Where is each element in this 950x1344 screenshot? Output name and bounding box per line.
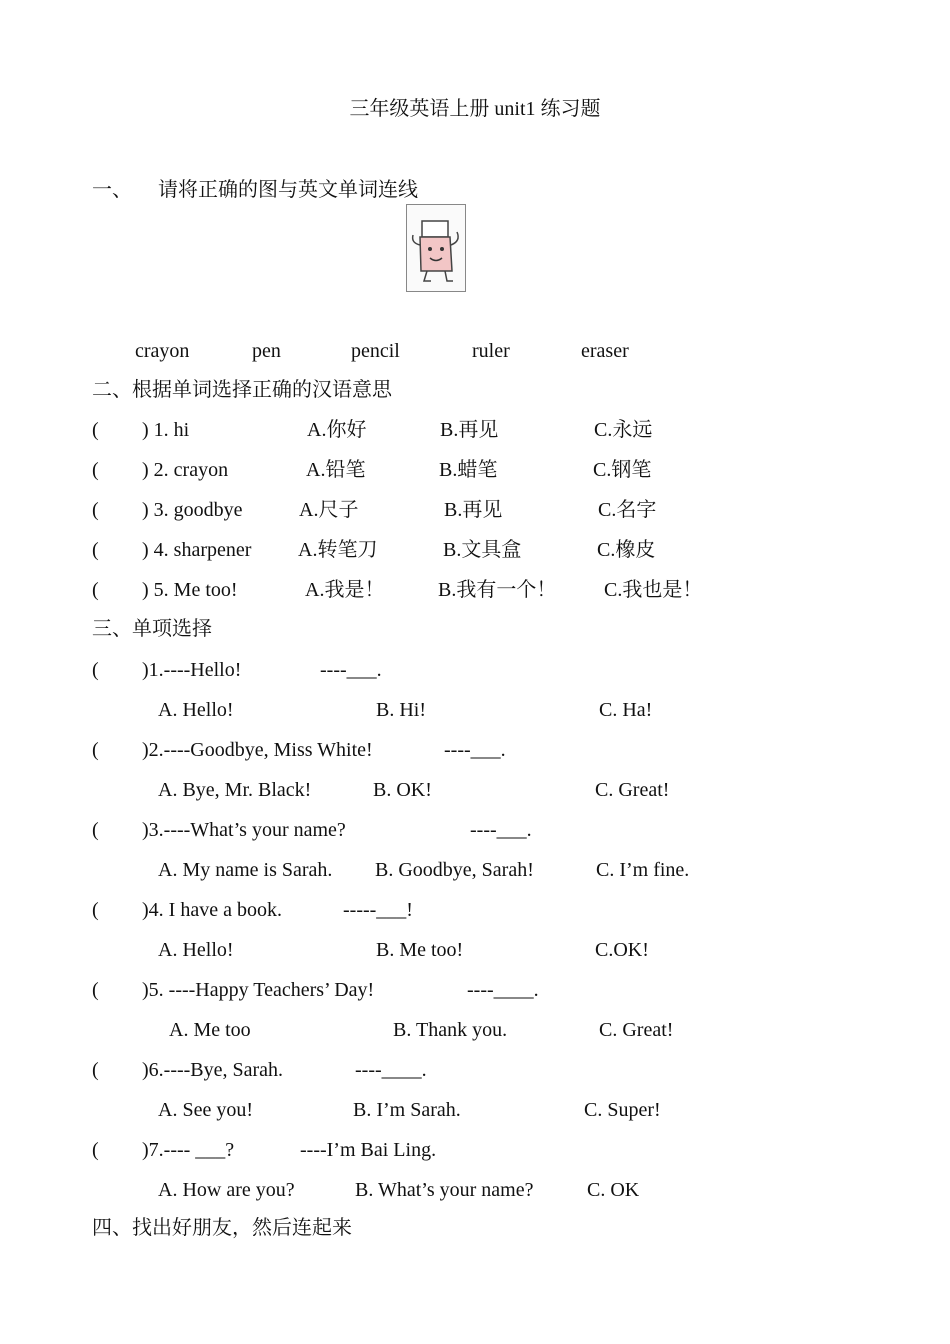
answer-paren: ( <box>92 899 99 921</box>
option-b: B. OK! <box>373 779 432 801</box>
option-a: A. My name is Sarah. <box>158 859 333 881</box>
option-c: C. OK <box>587 1179 640 1201</box>
question-text: ) 5. Me too! <box>142 579 238 601</box>
option-b: B.再见 <box>440 419 499 441</box>
option-a: A. Hello! <box>158 939 234 961</box>
option-b: B.我有一个！ <box>438 579 557 601</box>
option-a: A. See you! <box>158 1099 253 1121</box>
section2-heading: 二、根据单词选择正确的汉语意思 <box>92 379 392 401</box>
option-c: C. Ha! <box>599 699 653 721</box>
answer-paren: ( <box>92 419 99 441</box>
response-blank: -----___! <box>343 899 413 921</box>
option-c: C.名字 <box>598 499 657 521</box>
option-a: A. Bye, Mr. Black! <box>158 779 312 801</box>
option-a: A.我是！ <box>305 579 385 601</box>
option-c: C.我也是！ <box>604 579 703 601</box>
question-text: )2.----Goodbye, Miss White! <box>142 739 373 761</box>
answer-paren: ( <box>92 979 99 1001</box>
question-text: )3.----What’s your name? <box>142 819 346 841</box>
answer-paren: ( <box>92 1139 99 1161</box>
word-pencil: pencil <box>351 340 400 362</box>
answer-paren: ( <box>92 539 99 561</box>
question-text: ) 4. sharpener <box>142 539 252 561</box>
answer-paren: ( <box>92 819 99 841</box>
section4-heading: 四、找出好朋友，然后连起来 <box>92 1217 352 1239</box>
word-ruler: ruler <box>472 340 510 362</box>
option-b: B.文具盒 <box>443 539 522 561</box>
question-text: )1.----Hello! <box>142 659 242 681</box>
answer-paren: ( <box>92 739 99 761</box>
option-a: A.尺子 <box>299 499 359 521</box>
answer-paren: ( <box>92 579 99 601</box>
question-text: ) 2. crayon <box>142 459 229 481</box>
response-blank: ----___. <box>470 819 532 841</box>
option-c: C.永远 <box>594 419 653 441</box>
section3-heading: 三、单项选择 <box>92 618 212 640</box>
option-c: C. Great! <box>599 1019 674 1041</box>
response-blank: ----I’m Bai Ling. <box>300 1139 437 1161</box>
section1-heading: 请将正确的图与英文单词连线 <box>158 179 418 201</box>
option-b: B. What’s your name? <box>355 1179 534 1201</box>
question-text: )4. I have a book. <box>142 899 282 921</box>
response-blank: ----___. <box>444 739 506 761</box>
option-c: C.OK! <box>595 939 649 961</box>
question-text: ) 3. goodbye <box>142 499 243 521</box>
option-a: A.转笔刀 <box>298 539 378 561</box>
option-b: B.再见 <box>444 499 503 521</box>
word-pen: pen <box>252 340 281 362</box>
option-c: C.钢笔 <box>593 459 652 481</box>
answer-paren: ( <box>92 1059 99 1081</box>
answer-paren: ( <box>92 459 99 481</box>
eraser-character-icon <box>407 205 465 291</box>
option-b: B. Thank you. <box>393 1019 508 1041</box>
option-a: A. Hello! <box>158 699 234 721</box>
option-c: C. I’m fine. <box>596 859 690 881</box>
option-b: B. Hi! <box>376 699 426 721</box>
question-text: )6.----Bye, Sarah. <box>142 1059 284 1081</box>
response-blank: ----____. <box>467 979 539 1001</box>
section1-number: 一、 <box>92 179 132 201</box>
eraser-cartoon-image <box>406 204 466 292</box>
question-text: ) 1. hi <box>142 419 190 441</box>
option-c: C. Great! <box>595 779 670 801</box>
question-text: )5. ----Happy Teachers’ Day! <box>142 979 375 1001</box>
word-crayon: crayon <box>135 340 190 362</box>
option-b: B.蜡笔 <box>439 459 498 481</box>
option-b: B. Goodbye, Sarah! <box>375 859 534 881</box>
word-eraser: eraser <box>581 340 629 362</box>
option-c: C. Super! <box>584 1099 661 1121</box>
page-title: 三年级英语上册 unit1 练习题 <box>349 98 601 120</box>
option-b: B. I’m Sarah. <box>353 1099 461 1121</box>
option-a: A. Me too <box>169 1019 251 1041</box>
option-a: A.铅笔 <box>306 459 366 481</box>
question-text: )7.---- ___? <box>142 1139 235 1161</box>
option-a: A. How are you? <box>158 1179 295 1201</box>
response-blank: ----___. <box>320 659 382 681</box>
answer-paren: ( <box>92 499 99 521</box>
option-a: A.你好 <box>307 419 367 441</box>
option-b: B. Me too! <box>376 939 464 961</box>
response-blank: ----____. <box>355 1059 427 1081</box>
option-c: C.橡皮 <box>597 539 656 561</box>
answer-paren: ( <box>92 659 99 681</box>
